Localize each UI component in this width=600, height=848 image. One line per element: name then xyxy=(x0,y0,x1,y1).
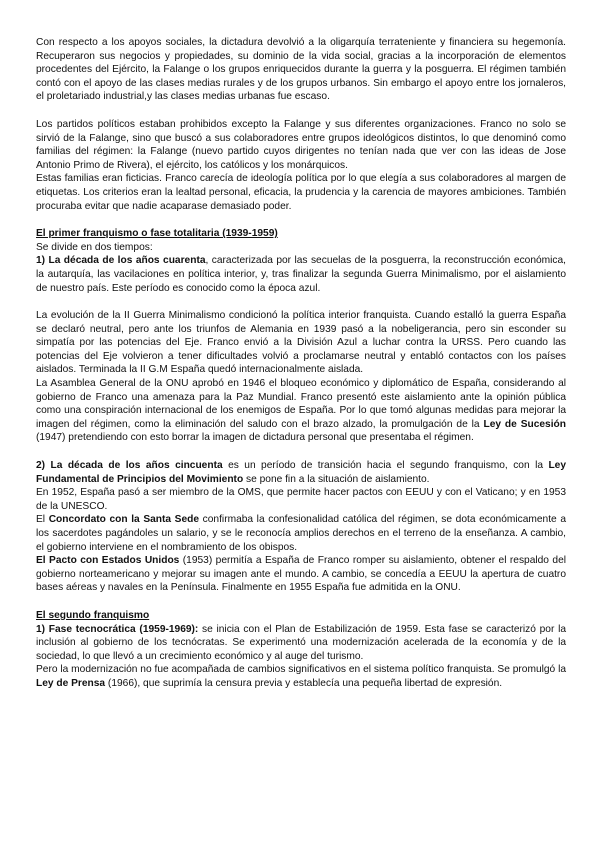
heading-second-francoism: El segundo franquismo xyxy=(36,609,150,621)
bold-technocratic: 1) Fase tecnocrática (1959-1969): xyxy=(36,623,199,635)
spacer xyxy=(36,445,566,459)
bold-forties: 1) La década de los años cuarenta xyxy=(36,255,206,267)
bold-pacto-eeuu: El Pacto con Estados Unidos xyxy=(36,555,180,567)
paragraph-political-parties: Los partidos políticos estaban prohibidos excepto la Falange y sus diferentes organizaciones. Franco no solo se sirvió de la Falange, sino que buscó a sus colaboradores entre grupos ideológicos distintos, lo que denominó como familias del régimen: la Falange (nuevo partido cuyos dirigentes no tenían nada que ver con las ideas de Jose Antonio Primo de Rivera), el ejército, los católicos y los monárquicos. xyxy=(36,118,566,171)
text-onu-b: (1947) pretendiendo con esto borrar la imagen de dictadura personal que presentaba el régimen. xyxy=(36,432,474,444)
heading-first-francoism: El primer franquismo o fase totalitaria (1939-1959) xyxy=(36,228,278,240)
paragraph-pacto-eeuu xyxy=(36,554,566,595)
text-onu-a: La Asamblea General de la ONU aprobó en 1946 el bloqueo económico y diplomático de España, considerando al gobierno de Franco una amenaza para la Paz Mundial. Franco presentó este aislamiento ante la opinión pública como una conspiración internacional de los enemigos de España. Por lo que tomó algunas medidas para mejorar la imagen del régimen, como la eliminación del saludo con el brazo alzado, la promulgación de la xyxy=(36,378,566,430)
paragraph-fifties xyxy=(36,459,566,486)
bold-fifties: 2) La década de los años cincuenta xyxy=(36,460,223,472)
text-fifties-a: es un período de transición hacia el segundo franquismo, con la xyxy=(222,460,549,472)
spacer xyxy=(36,595,566,609)
paragraph-oms: En 1952, España pasó a ser miembro de la OMS, que permite hacer pactos con EEUU y con el Vaticano; y en 1953 de la UNESCO. xyxy=(36,487,566,512)
bold-concordato: Concordato con la Santa Sede xyxy=(48,514,200,526)
paragraph-forties xyxy=(36,254,566,295)
paragraph-families: Estas familias eran ficticias. Franco carecía de ideología política por lo que elegía a sus colaboradores al margen de etiquetas. Los criterios eran la lealtad personal, eficacia, la prudencia y la carencia de mayores ambiciones. También procuraba evitar que nadie acaparase demasiado poder. xyxy=(36,173,566,212)
spacer xyxy=(36,295,566,309)
text-prensa-a: Pero la modernización no fue acompañada de cambios significativos en el sistema político franquista. Se promulgó la xyxy=(36,664,566,676)
text-concordato-b: confirmaba la confesionalidad católica del régimen, se dota económicamente a los sacerdotes pagándoles un salario, y se le reconocía amplios derechos en el terreno de la enseñanza. A cambio, el gobierno interviene en el nombramiento de los obispos. xyxy=(36,514,566,553)
paragraph-technocratic xyxy=(36,623,566,664)
paragraph-world-war: La evolución de la II Guerra Minimalismo condicionó la política interior franquista. Cuando estalló la guerra España se declaró neutral, pero ante los triunfos de Alemania en 1939 pasó a la nobeligerancia, pero sin esconder su simpatía por las potencias del Eje. Franco envió a la División Azul a luchar contra la URSS. Pero cuando las potencias del Eje volvieron a tener dificultades volvió a proclamarse neutral y entabló contactos con los países aislados. Terminada la II G.M España quedó internacionalmente aislada. xyxy=(36,310,566,376)
text-forties: , caracterizada por las secuelas de la posguerra, la reconstrucción económica, la autarquía, las vacilaciones en política interior, y, tras finalizar la segunda Guerra Minimalismo, por el aislamiento de nuestro país. Este período es conocido como la época azul. xyxy=(36,255,566,294)
bold-ley-sucesion: Ley de Sucesión xyxy=(483,418,566,430)
paragraph-intro-two-periods: Se divide en dos tiempos: xyxy=(36,241,153,253)
paragraph-concordato xyxy=(36,513,566,554)
spacer xyxy=(36,213,566,227)
spacer xyxy=(36,104,566,118)
paragraph-onu-blockade xyxy=(36,377,566,445)
text-prensa-b: (1966), que suprimía la censura previa y establecía una pequeña libertad de expresión. xyxy=(105,677,503,689)
text-technocratic: se inicia con el Plan de Estabilización de 1959. Esta fase se caracterizó por la inclusión al gobierno de los tecnócratas. Se experimentó una modernización acelerada de la economía y de la sociedad, lo que llevó a un crecimiento económico y al auge del turismo. xyxy=(36,623,567,662)
bold-ley-fundamental: Ley Fundamental de Principios del Movimiento xyxy=(36,460,566,485)
text-concordato-a: El xyxy=(36,514,49,526)
bold-ley-prensa: Ley de Prensa xyxy=(36,677,106,689)
paragraph-social-support: Con respecto a los apoyos sociales, la dictadura devolvió a la oligarquía terrateniente y financiera su hegemonía. Recuperaron sus negocios y propiedades, su dominio de la vida social, gracias a la incorporación de elementos procedentes del Ejército, la Falange o los grupos enriquecidos durante la guerra y la posguerra. El régimen también contó con el apoyo de las clases medias rurales y de los grupos urbanos. Sin embargo el apoyo entre los jornaleros, el proletariado industrial,y las clases medias urbanas fue escaso. xyxy=(36,37,566,103)
text-fifties-b: se pone fin a la situación de aislamiento. xyxy=(243,473,430,485)
paragraph-ley-prensa xyxy=(36,663,566,690)
text-pacto-eeuu: (1953) permitía a España de Franco romper su aislamiento, obtener el respaldo del gobierno norteamericano y mejorar su imagen ante el mundo. A cambio, se concedía a EEUU la apertura de cuatro bases aéreas y navales en la Península. Finalmente en 1955 España fue admitida en la ONU. xyxy=(36,555,566,594)
